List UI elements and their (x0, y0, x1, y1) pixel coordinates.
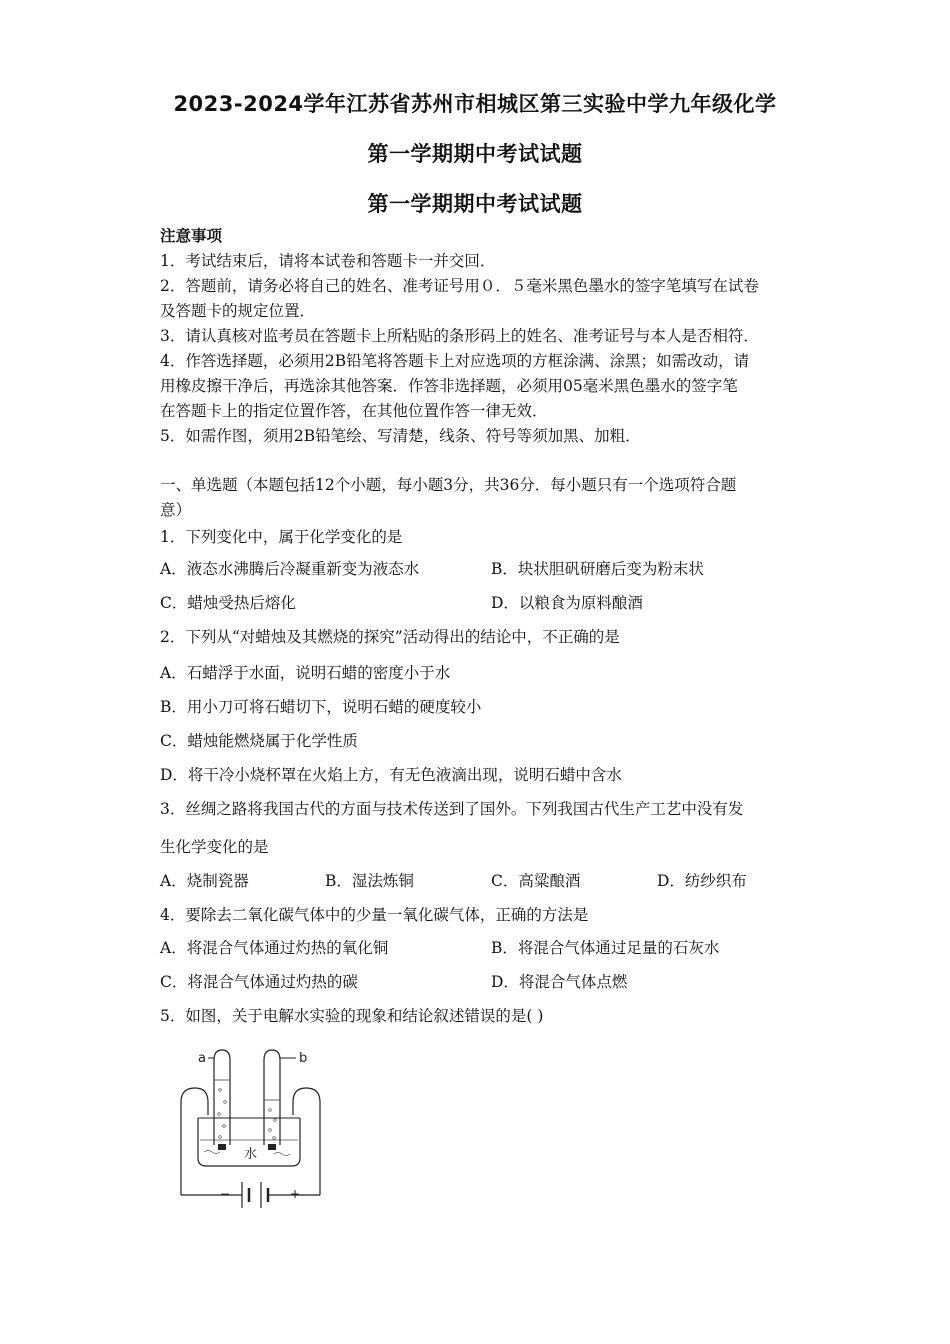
q4-option-d: D．将混合气体点燃 (491, 973, 628, 991)
doc-title-line2: 第一学期期中考试试题 (367, 142, 583, 166)
notice-item: 3．请认真核对监考员在答题卡上所粘贴的条形码上的姓名、准考证号与本人是否相符． (160, 327, 759, 345)
notice-item: 4．作答选择题，必须用2B铅笔将答题卡上对应选项的方框涂满、涂黑；如需改动，请 (160, 352, 750, 370)
notice-item: 在答题卡上的指定位置作答，在其他位置作答一律无效． (160, 402, 548, 420)
q4-option-a: A．将混合气体通过灼热的氧化铜 (160, 939, 389, 957)
notice-item: 2．答题前，请务必将自己的姓名、准考证号用０．５毫米黑色墨水的签字笔填写在试卷 (160, 277, 759, 295)
water-label: 水 (244, 1147, 258, 1162)
question-5-stem: 5．如图，关于电解水实验的现象和结论叙述错误的是( ) (160, 1007, 544, 1025)
doc-title-line1: 2023-2024学年江苏省苏州市相城区第三实验中学九年级化学 (173, 92, 777, 116)
section-heading: 一、单选题（本题包括12个小题，每小题3分，共36分．每小题只有一个选项符合题 (160, 476, 737, 494)
notice-item: 5．如需作图，须用2B铅笔绘、写清楚，线条、符号等须加黑、加粗． (160, 427, 641, 445)
question-3-stem: 3．丝绸之路将我国古代的方面与技术传送到了国外。下列我国古代生产工艺中没有发 (160, 800, 744, 818)
notice-item: 1．考试结束后，请将本试卷和答题卡一并交回． (160, 252, 496, 270)
question-4-stem: 4．要除去二氧化碳气体中的少量一氧化碳气体，正确的方法是 (160, 906, 589, 924)
notice-item: 及答题卡的规定位置． (160, 302, 316, 320)
question-2-stem: 2．下列从“对蜡烛及其燃烧的探究”活动得出的结论中，不正确的是 (160, 628, 620, 646)
q2-option-b: B．用小刀可将石蜡切下，说明石蜡的硬度较小 (160, 698, 482, 716)
minus-label: − (220, 1187, 231, 1201)
q1-option-b: B．块状胆矾研磨后变为粉末状 (491, 560, 704, 578)
tube-b-label: b (299, 1051, 308, 1066)
q2-option-a: A．石蜡浮于水面，说明石蜡的密度小于水 (160, 664, 451, 682)
section-heading-cont: 意） (160, 501, 192, 519)
q3-option-c: C．高粱酿酒 (491, 872, 581, 890)
q2-option-c: C．蜡烛能燃烧属于化学性质 (160, 732, 358, 750)
notice-item: 用橡皮擦干净后，再选涂其他答案．作答非选择题，必须用05毫米黑色墨水的签字笔 (160, 377, 738, 395)
doc-title-line3: 第一学期期中考试试题 (367, 192, 583, 216)
q3-option-a: A．烧制瓷器 (160, 872, 249, 890)
q1-option-d: D．以粮食为原料酿酒 (491, 594, 643, 612)
tube-a-label: a (198, 1051, 206, 1066)
plus-label: + (290, 1187, 301, 1201)
question-3-stem-cont: 生化学变化的是 (160, 838, 269, 856)
q2-option-d: D．将干冷小烧杯罩在火焰上方，有无色液滴出现，说明石蜡中含水 (160, 766, 622, 784)
q3-option-b: B．湿法炼铜 (325, 872, 414, 890)
q4-option-c: C．将混合气体通过灼热的碳 (160, 973, 358, 991)
q1-option-a: A．液态水沸腾后冷凝重新变为液态水 (160, 560, 420, 578)
notice-heading: 注意事项 (160, 226, 223, 245)
electrolysis-diagram (170, 1040, 340, 1230)
question-1-stem: 1．下列变化中，属于化学变化的是 (160, 528, 403, 546)
q4-option-b: B．将混合气体通过足量的石灰水 (491, 939, 720, 957)
q1-option-c: C．蜡烛受热后熔化 (160, 594, 296, 612)
q3-option-d: D．纺纱织布 (657, 872, 747, 890)
